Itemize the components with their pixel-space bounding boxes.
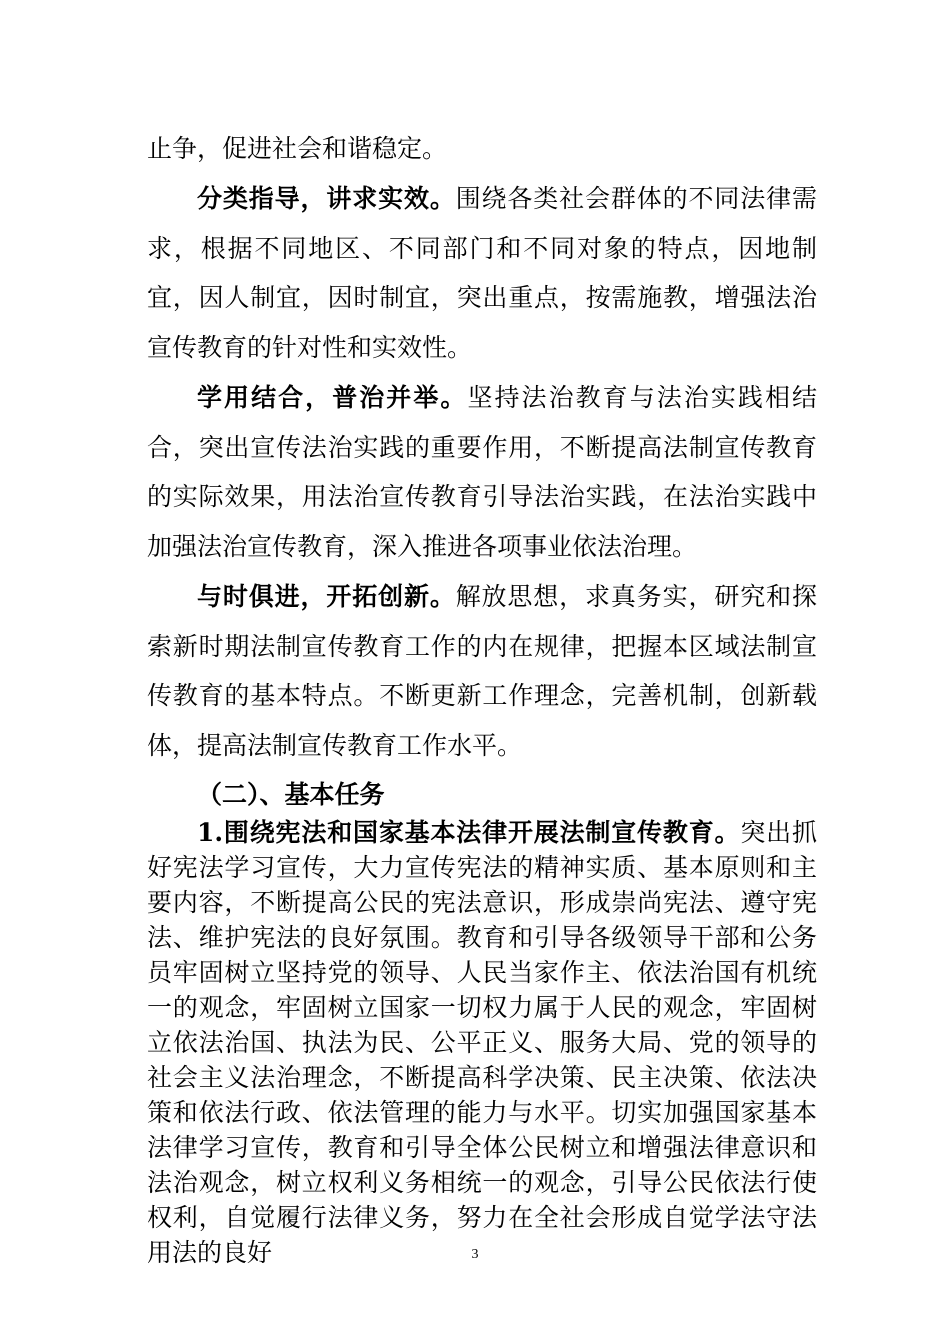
paragraph-continuation — [147, 124, 817, 174]
paragraph-text: 突出抓好宪法学习宣传，大力宣传宪法的精神实质、基本原则和主要内容，不断提高公民的宪法意识，形成崇尚宪法、遵守宪法、维护宪法的良好氛围。教育和引导各级领导干部和公务员牢固树立坚持党的领导、人民当家作主、依法治国有机统一的观念，牢固树立国家一切权力属于人民的观念，牢固树立依法治国、执法为民、公平正义、服务大局、党的领导的社会主义法治理念，不断提高科学决策、民主决策、依法决策和依法行政、依法管理的能力与水平。切实加强国家基本法律学习宣传，教育和引导全体公民树立和增强法律意识和法治观念，树立权利义务相统一的观念，引导公民依法行使权利，自觉履行法律义务，努力在全社会形成自觉学法守法用法的良好 — [147, 818, 817, 1267]
paragraph-lead: 与时俱进，开拓创新。 — [197, 582, 456, 611]
paragraph-text: 坚持法治教育与法治实践相结合，突出宣传法治实践的重要作用，不断提高法制宣传教育的实际效果，用法治宣传教育引导法治实践，在法治实践中加强法治宣传教育，深入推进各项事业依法治理。 — [147, 383, 817, 561]
paragraph-text: 止争，促进社会和谐稳定。 — [147, 134, 448, 163]
page-number: 3 — [471, 1247, 479, 1262]
paragraph-classified-guidance — [147, 174, 817, 372]
paragraph-text: 围绕各类社会群体的不同法律需求，根据不同地区、不同部门和不同对象的特点，因地制宜，因人制宜，因时制宜，突出重点，按需施教，增强法治宣传教育的针对性和实效性。 — [147, 184, 817, 362]
paragraph-study-and-apply — [147, 373, 817, 571]
paragraph-innovation — [147, 572, 817, 770]
paragraph-lead: 分类指导，讲求实效。 — [197, 184, 456, 213]
paragraph-text: 解放思想，求真务实，研究和探索新时期法制宣传教育工作的内在规律，把握本区域法制宣传教育的基本特点。不断更新工作理念，完善机制，创新载体，提高法制宣传教育工作水平。 — [147, 582, 817, 760]
paragraph-lead: 学用结合，普治并举。 — [197, 383, 468, 412]
paragraph-lead: 1.围绕宪法和国家基本法律开展法制宣传教育。 — [197, 818, 741, 847]
paragraph-task-1 — [147, 815, 817, 1270]
section-heading: （二）、基本任务 — [197, 780, 385, 809]
